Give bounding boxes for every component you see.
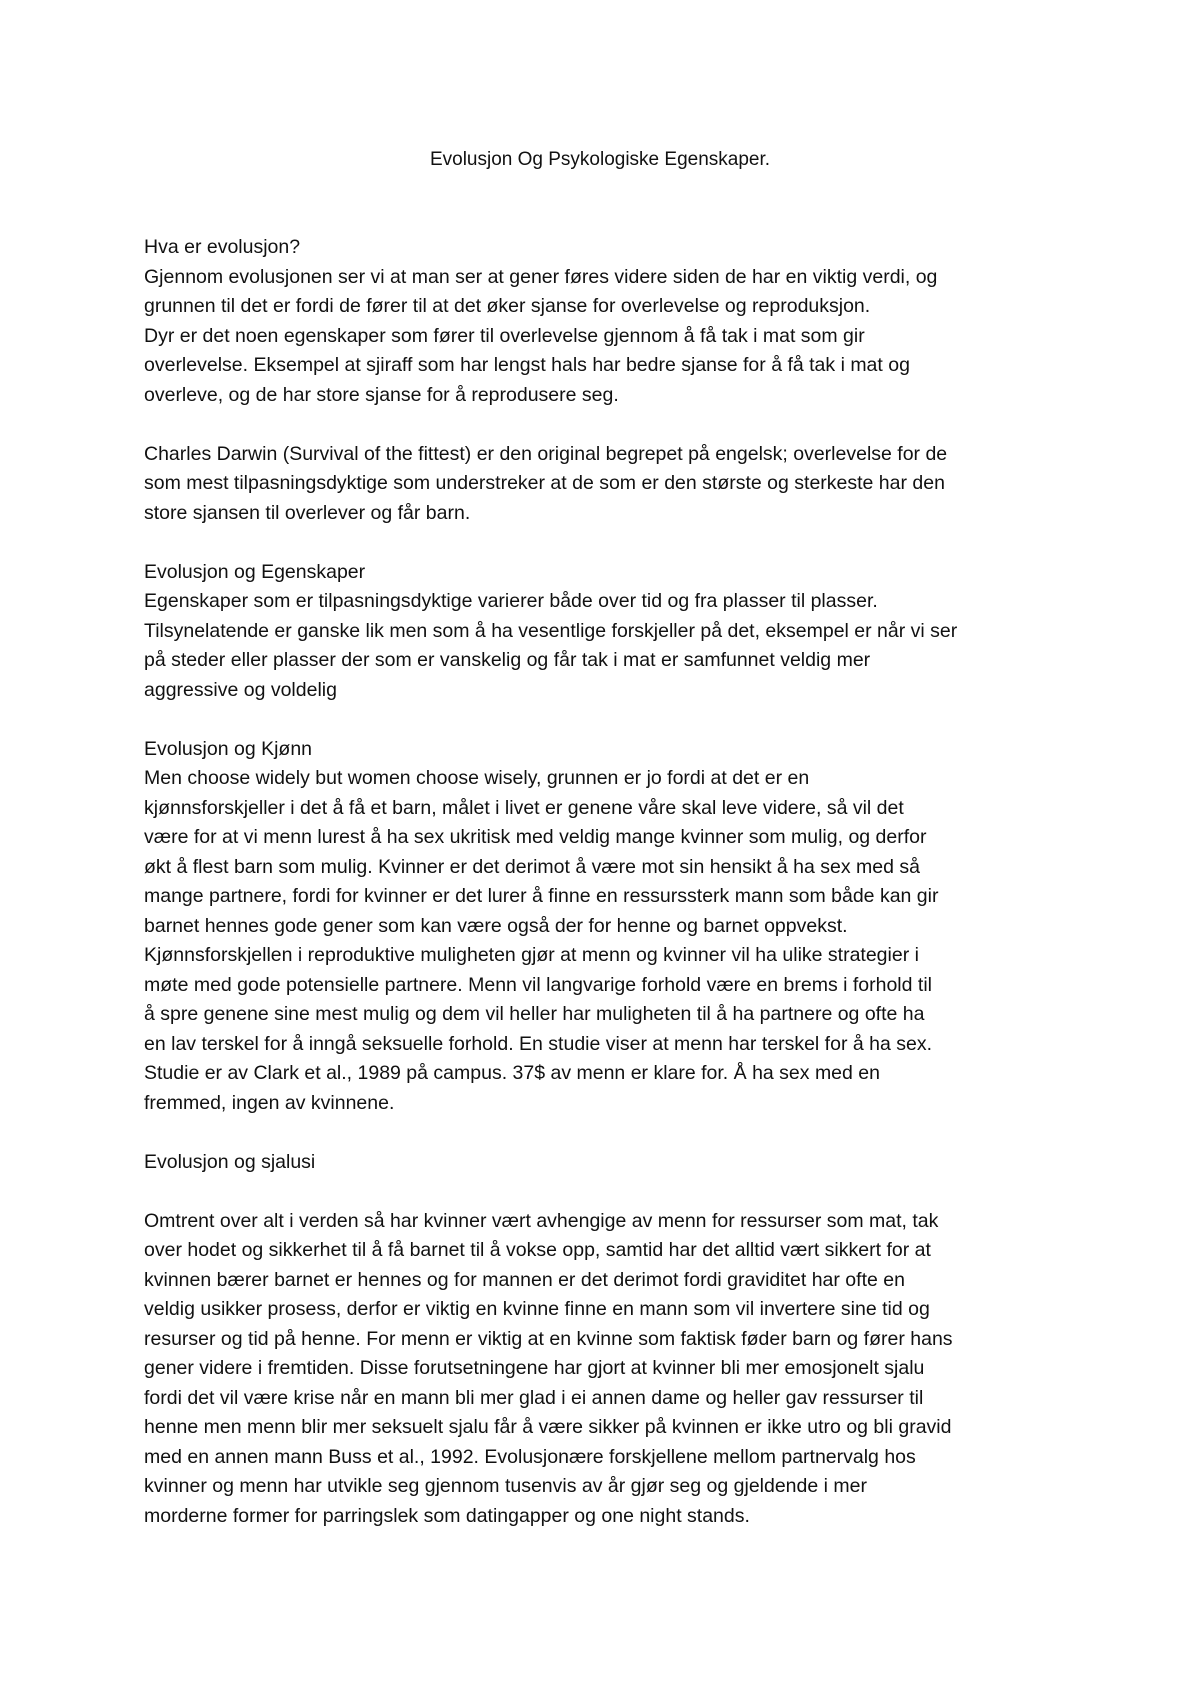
- text-line: Omtrent over alt i verden så har kvinner vært avhengige av menn for ressurser som mat, tak: [144, 1209, 939, 1232]
- text-line: en lav terskel for å inngå seksuelle forhold. En studie viser at menn har terskel for å ha sex.: [144, 1032, 932, 1055]
- paragraph-spacer: [144, 528, 1074, 558]
- paragraph-spacer: [144, 705, 1074, 735]
- text-line: Egenskaper som er tilpasningsdyktige varierer både over tid og fra plasser til plasser.: [144, 590, 878, 612]
- text-line: kjønnsforskjeller i det å få et barn, målet i livet er genene våre skal leve videre, så vil det: [144, 796, 904, 819]
- text-line: aggressive og voldelig: [144, 678, 337, 701]
- text-line: som mest tilpasningsdyktige som understreker at de som er den største og sterkeste har den: [144, 472, 945, 494]
- text-line: med en annen mann Buss et al., 1992. Evolusjonære forskjellene mellom partnervalg hos: [144, 1445, 916, 1468]
- paragraph-spacer: [144, 1177, 1074, 1207]
- text-line: over hodet og sikkerhet til å få barnet til å vokse opp, samtid har det alltid vært sikkert for at: [144, 1239, 931, 1261]
- text-line: barnet hennes gode gener som kan være også der for henne og barnet oppvekst.: [144, 914, 848, 937]
- text-line: morderne former for parringslek som datingapper og one night stands.: [144, 1504, 750, 1527]
- text-line: Gjennom evolusjonen ser vi at man ser at gener føres videre siden de har en viktig verdi, og: [144, 265, 938, 288]
- text-line: Studie er av Clark et al., 1989 på campus. 37$ av menn er klare for. Å ha sex med en: [144, 1062, 880, 1084]
- text-line: kvinner og menn har utvikle seg gjennom tusenvis av år gjør seg og gjeldende i mer: [144, 1475, 867, 1497]
- text-line: veldig usikker prosess, derfor er viktig en kvinne finne en mann som vil invertere sine tid og: [144, 1298, 930, 1320]
- paragraph-spacer: [144, 410, 1074, 440]
- text-line: Men choose widely but women choose wisely, grunnen er jo fordi at det er en: [144, 767, 810, 789]
- text-line: overleve, og de har store sjanse for å reprodusere seg.: [144, 383, 619, 406]
- text-line: Tilsynelatende er ganske lik men som å ha vesentlige forskjeller på det, eksempel er når vi ser: [144, 619, 958, 642]
- text-line: Hva er evolusjon?: [144, 236, 301, 258]
- text-line: mange partnere, fordi for kvinner er det lurer å finne en ressurssterk mann som både kan gir: [144, 885, 939, 907]
- text-line: Evolusjon og Kjønn: [144, 737, 313, 760]
- text-line: store sjansen til overlever og får barn.: [144, 501, 471, 524]
- text-line: økt å flest barn som mulig. Kvinner er det derimot å være mot sin hensikt å ha sex med så: [144, 855, 920, 878]
- text-line: Evolusjon og Egenskaper: [144, 560, 366, 583]
- page-title: Evolusjon Og Psykologiske Egenskaper.: [429, 149, 771, 170]
- text-line: fremmed, ingen av kvinnene.: [144, 1091, 395, 1114]
- text-line: være for at vi menn lurest å ha sex ukritisk med veldig mange kvinner som mulig, og derfor: [144, 826, 927, 848]
- text-line: å spre genene sine mest mulig og dem vil heller har muligheten til å ha partnere og ofte ha: [144, 1003, 925, 1025]
- text-line: grunnen til det er fordi de fører til at det øker sjanse for overlevelse og reproduksjon.: [144, 295, 871, 317]
- text-line: resurser og tid på henne. For menn er viktig at en kvinne som faktisk føder barn og fører hans: [144, 1327, 953, 1350]
- text-line: møte med gode potensielle partnere. Menn vil langvarige forhold være en brems i forhold til: [144, 973, 932, 996]
- text-line: overlevelse. Eksempel at sjiraff som har lengst hals har bedre sjanse for å få tak i mat og: [144, 354, 910, 376]
- paragraph-spacer: [144, 1118, 1074, 1148]
- text-line: på steder eller plasser der som er vanskelig og får tak i mat er samfunnet veldig mer: [144, 649, 871, 671]
- text-line: kvinnen bærer barnet er hennes og for mannen er det derimot fordi graviditet har ofte en: [144, 1268, 905, 1291]
- text-line: Dyr er det noen egenskaper som fører til overlevelse gjennom å få tak i mat som gir: [144, 324, 865, 347]
- text-line: gener videre i fremtiden. Disse forutsetningene har gjort at kvinner bli mer emosjonelt sjalu: [144, 1357, 925, 1379]
- text-line: Charles Darwin (Survival of the fittest) er den original begrepet på engelsk; overlevelse for de: [144, 442, 948, 465]
- text-line: Evolusjon og sjalusi: [144, 1150, 316, 1173]
- document-body: [144, 233, 1074, 1531]
- text-line: Kjønnsforskjellen i reproduktive muligheten gjør at menn og kvinner vil ha ulike strategier i: [144, 944, 919, 966]
- text-line: fordi det vil være krise når en mann bli mer glad i ei annen dame og heller gav ressurser til: [144, 1386, 924, 1409]
- text-line: henne men menn blir mer seksuelt sjalu får å være sikker på kvinnen er ikke utro og bli gravid: [144, 1416, 952, 1438]
